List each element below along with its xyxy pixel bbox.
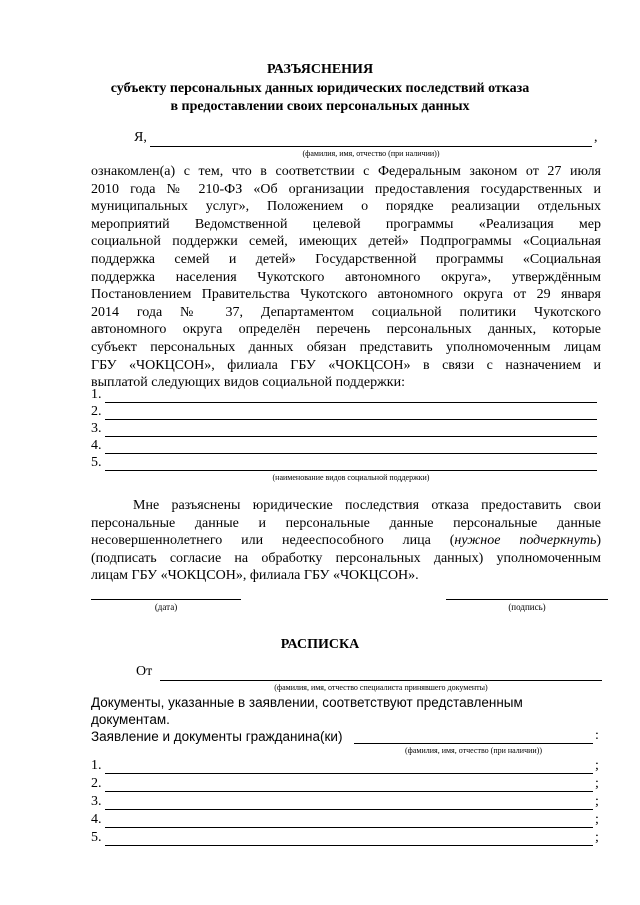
receipt-specialist-input-line[interactable] [160, 680, 602, 681]
consent-line: (подписать согласие на обработку персональных данных) уполномоченным [91, 550, 601, 566]
intro-prefix: Я, [134, 130, 147, 145]
receipt-applicant-input-line[interactable] [354, 743, 593, 744]
support-item-input-line[interactable] [105, 436, 597, 437]
date-label: (дата) [154, 602, 178, 612]
receipt-item-number: 2. [91, 776, 102, 791]
support-item-input-line[interactable] [105, 470, 597, 471]
consent-line: лицам ГБУ «ЧОКЦСОН», филиала ГБУ «ЧОКЦСОН». [91, 568, 419, 584]
receipt-item-input-line[interactable] [105, 809, 593, 810]
consent-line3-text: несовершеннолетнего или недееспособного лица ( [91, 533, 455, 549]
support-list-hint: (наименование видов социальной поддержки) [272, 473, 430, 482]
document-subtitle-line2: в предоставлении своих персональных данных [170, 99, 470, 114]
intro-suffix: , [594, 130, 598, 145]
support-item-number: 4. [91, 438, 102, 453]
fullname-hint: (фамилия, имя, отчество (при наличии)) [302, 149, 440, 158]
paragraph-line: выплатой следующих видов социальной поддержки: [91, 375, 405, 391]
paragraph-line: муниципальных услуг», Положением о порядке реализации отдельных [91, 199, 601, 215]
consent-line: персональные данные и персональные данные персональные данные [91, 515, 601, 531]
paragraph-line: автономного округа определён перечень персональных данных, которые [91, 322, 601, 338]
receipt-applicant-label: Заявление и документы гражданина(ки) [91, 729, 343, 744]
paragraph-line: Постановлением Правительства Чукотского автономного округа от 29 января [91, 287, 601, 303]
support-item-input-line[interactable] [105, 419, 597, 420]
support-item-number: 5. [91, 455, 102, 470]
signature-label: (подпись) [508, 602, 546, 612]
receipt-item-input-line[interactable] [105, 773, 593, 774]
paragraph-line: ознакомлен(а) с тем, что в соответствии с Федеральным законом от 27 июля [91, 164, 601, 179]
receipt-title: РАСПИСКА [280, 637, 360, 652]
receipt-item-number: 5. [91, 830, 102, 845]
fullname-input-line[interactable] [150, 146, 592, 147]
support-item-number: 1. [91, 387, 102, 402]
receipt-item-number: 1. [91, 758, 102, 773]
support-item-number: 2. [91, 404, 102, 419]
consent-paragraph [91, 497, 601, 585]
signature-input-line[interactable] [446, 599, 608, 600]
receipt-applicant-suffix: : [595, 728, 599, 743]
paragraph-line: ГБУ «ЧОКЦСОН», филиала ГБУ «ЧОКЦСОН» в связи с назначением и [91, 357, 601, 373]
receipt-item-suffix: ; [595, 794, 599, 809]
receipt-applicant-hint: (фамилия, имя, отчество (при наличии)) [405, 746, 542, 755]
paragraph-line: поддержка семей и детей» Государственной программы «Социальная [91, 251, 601, 267]
receipt-item-suffix: ; [595, 812, 599, 827]
consent-line3-italic: нужное подчеркнуть [454, 533, 597, 549]
consent-line: Мне разъяснены юридические последствия отказа предоставить свои [133, 498, 601, 513]
receipt-item-suffix: ; [595, 758, 599, 773]
receipt-item-suffix: ; [595, 830, 599, 845]
document-title: РАЗЪЯСНЕНИЯ [266, 62, 374, 77]
receipt-docs-line1: Документы, указанные в заявлении, соответствуют представленным [91, 695, 523, 710]
support-item-number: 3. [91, 421, 102, 436]
paragraph-line: 2010 года № 210-ФЗ «Об организации предоставления государственных и [91, 181, 601, 197]
paragraph-line: поддержка населения Чукотского автономного округа», утверждённым [91, 269, 601, 285]
paragraph-line: субъект персональных данных обязан представить уполномоченным лицам [91, 339, 601, 355]
receipt-item-input-line[interactable] [105, 845, 593, 846]
receipt-docs-line2: документам. [91, 712, 170, 727]
document-subtitle-line1: субъекту персональных данных юридических последствий отказа [110, 81, 530, 96]
consent-line-3 [91, 532, 601, 550]
paragraph-line: 2014 года № 37, Департаментом социальной политики Чукотского [91, 304, 601, 320]
support-item-input-line[interactable] [105, 453, 597, 454]
receipt-specialist-hint: (фамилия, имя, отчество специалиста принявшего документы) [274, 683, 488, 692]
consent-line3-end: ) [596, 533, 601, 549]
receipt-item-number: 4. [91, 812, 102, 827]
receipt-item-number: 3. [91, 794, 102, 809]
explanation-paragraph [91, 163, 601, 392]
receipt-from-label: От [136, 664, 153, 679]
support-item-input-line[interactable] [105, 402, 597, 403]
paragraph-line: социальной поддержки семей, имеющих детей» Подпрограммы «Социальная [91, 234, 601, 250]
paragraph-line: мероприятий Ведомственной целевой программы «Реализация мер [91, 216, 601, 232]
receipt-item-input-line[interactable] [105, 827, 593, 828]
receipt-item-suffix: ; [595, 776, 599, 791]
date-input-line[interactable] [91, 599, 241, 600]
receipt-item-input-line[interactable] [105, 791, 593, 792]
